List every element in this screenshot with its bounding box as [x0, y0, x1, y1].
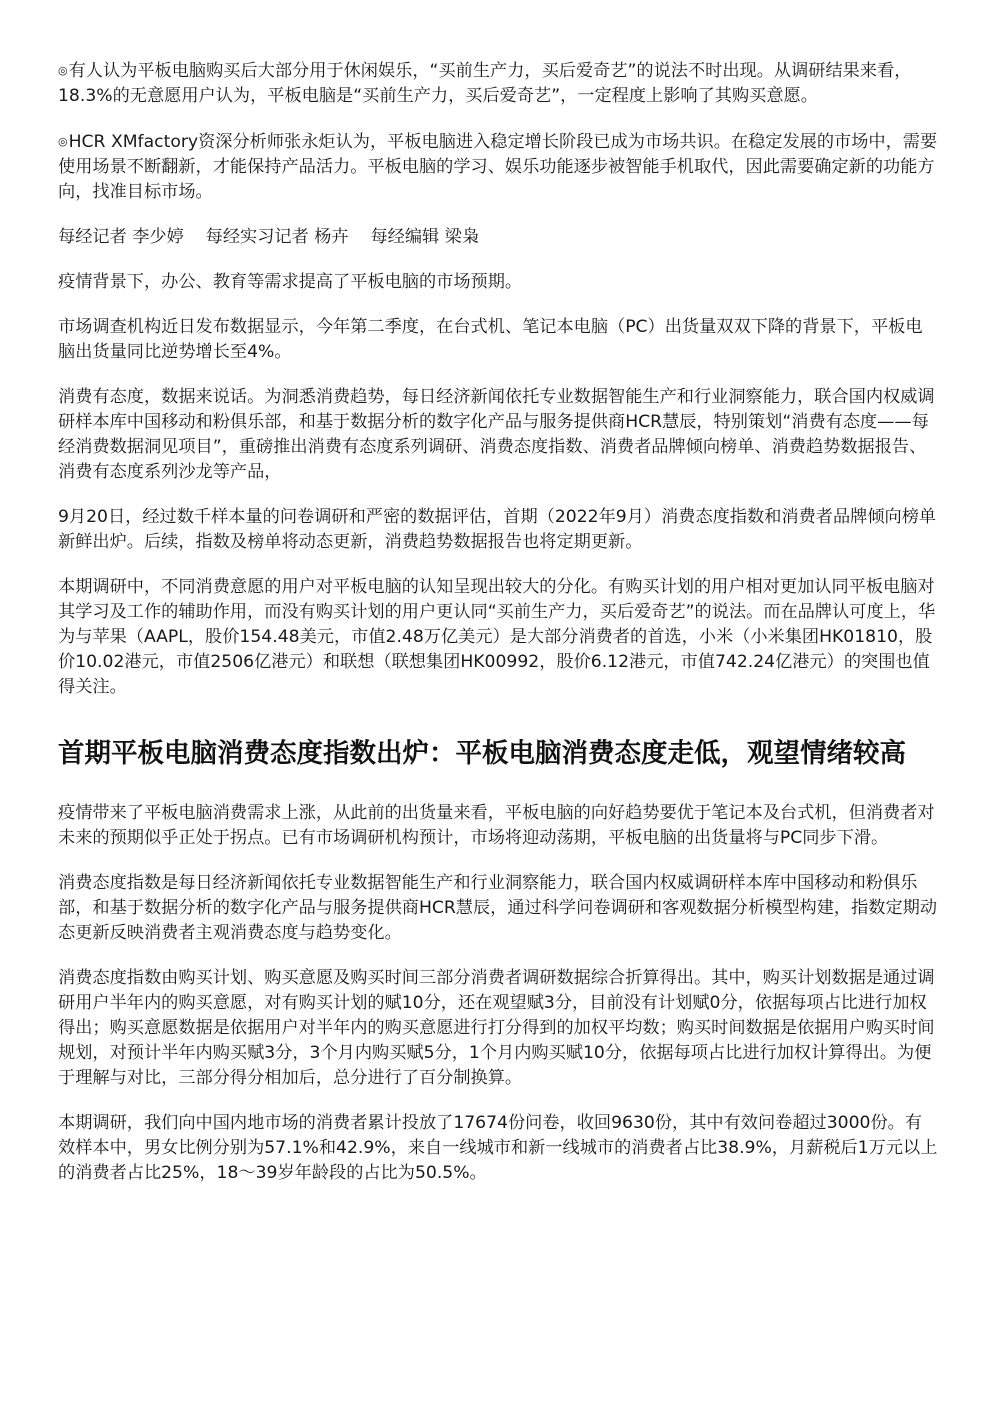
paragraph: 9月20日，经过数千样本量的问卷调研和严密的数据评估，首期（2022年9月）消费态度指数和消费者品牌倾向榜单新鲜出炉。后续，指数及榜单将动态更新，消费趋势数据报告也将定期更新。 [58, 507, 937, 552]
paragraph: 本期调研，我们向中国内地市场的消费者累计投放了17674份问卷，收回9630份，其中有效问卷超过3000份。有效样本中，男女比例分别为57.1%和42.9%，来自一线城市和新一线城市的消费者占比38.9%，月薪税后1万元以上的消费者占比25%，18～39岁年龄段的占比为50.5%。 [58, 1113, 938, 1183]
paragraph: 疫情背景下，办公、教育等需求提高了平板电脑的市场预期。 [58, 272, 523, 292]
paragraph: 消费有态度，数据来说话。为洞悉消费趋势，每日经济新闻依托专业数据智能生产和行业洞察能力，联合国内权威调研样本库中国移动和粉俱乐部，和基于数据分析的数字化产品与服务提供商HCR慧辰，特别策划“消费有态度——每经消费数据洞见项目”，重磅推出消费有态度系列调研、消费态度指数、消费者品牌倾向榜单、消费趋势数据报告、消费有态度系列沙龙等产品， [58, 387, 935, 482]
byline: 每经记者 李少婷 每经实习记者 杨卉 每经编辑 梁枭 [58, 227, 480, 247]
article [58, 58, 938, 1206]
paragraph: 疫情带来了平板电脑消费需求上涨，从此前的出货量来看，平板电脑的向好趋势要优于笔记本及台式机，但消费者对未来的预期似乎正处于拐点。已有市场调研机构预计，市场将迎动荡期，平板电脑的出货量将与PC同步下滑。 [58, 803, 935, 848]
paragraph: 本期调研中，不同消费意愿的用户对平板电脑的认知呈现出较大的分化。有购买计划的用户相对更加认同平板电脑对其学习及工作的辅助作用，而没有购买计划的用户更认同“买前生产力，买后爱奇艺”的说法。而在品牌认可度上，华为与苹果（AAPL，股价154.48美元，市值2.48万亿美元）是大部分消费者的首选，小米（小米集团HK01810，股价10.02港元，市值2506亿港元）和联想（联想集团HK00992，股价6.12港元，市值742.24亿港元）的突围也值得关注。 [58, 577, 936, 697]
bullet-point [58, 129, 938, 205]
bullet-point [58, 58, 938, 109]
bullet-text: 有人认为平板电脑购买后大部分用于休闲娱乐，“买前生产力，买后爱奇艺”的说法不时出现。从调研结果来看，18.3%的无意愿用户认为，平板电脑是“买前生产力，买后爱奇艺”，一定程度上影响了其购买意愿。 [58, 61, 912, 106]
bullet-marker: ◎ [58, 64, 68, 77]
paragraph: 市场调查机构近日发布数据显示，今年第二季度，在台式机、笔记本电脑（PC）出货量双双下降的背景下，平板电脑出货量同比逆势增长至4%。 [58, 317, 923, 362]
section-heading: 首期平板电脑消费态度指数出炉：平板电脑消费态度走低，观望情绪较高 [58, 738, 906, 769]
bullet-marker: ◎ [58, 135, 68, 148]
paragraph: 消费态度指数是每日经济新闻依托专业数据智能生产和行业洞察能力，联合国内权威调研样本库中国移动和粉俱乐部，和基于数据分析的数字化产品与服务提供商HCR慧辰，通过科学问卷调研和客观数据分析模型构建，指数定期动态更新反映消费者主观消费态度与趋势变化。 [58, 873, 938, 943]
bullet-text: HCR XMfactory资深分析师张永炬认为，平板电脑进入稳定增长阶段已成为市场共识。在稳定发展的市场中，需要使用场景不断翻新，才能保持产品活力。平板电脑的学习、娱乐功能逐步被智能手机取代，因此需要确定新的功能方向，找准目标市场。 [58, 132, 938, 202]
paragraph: 消费态度指数由购买计划、购买意愿及购买时间三部分消费者调研数据综合折算得出。其中，购买计划数据是通过调研用户半年内的购买意愿，对有购买计划的赋10分，还在观望赋3分，目前没有计划赋0分，依据每项占比进行加权得出；购买意愿数据是依据用户对半年内的购买意愿进行打分得到的加权平均数；购买时间数据是依据用户购买时间规划，对预计半年内购买赋3分，3个月内购买赋5分，1个月内购买赋10分，依据每项占比进行加权计算得出。为便于理解与对比，三部分得分相加后，总分进行了百分制换算。 [58, 968, 935, 1088]
